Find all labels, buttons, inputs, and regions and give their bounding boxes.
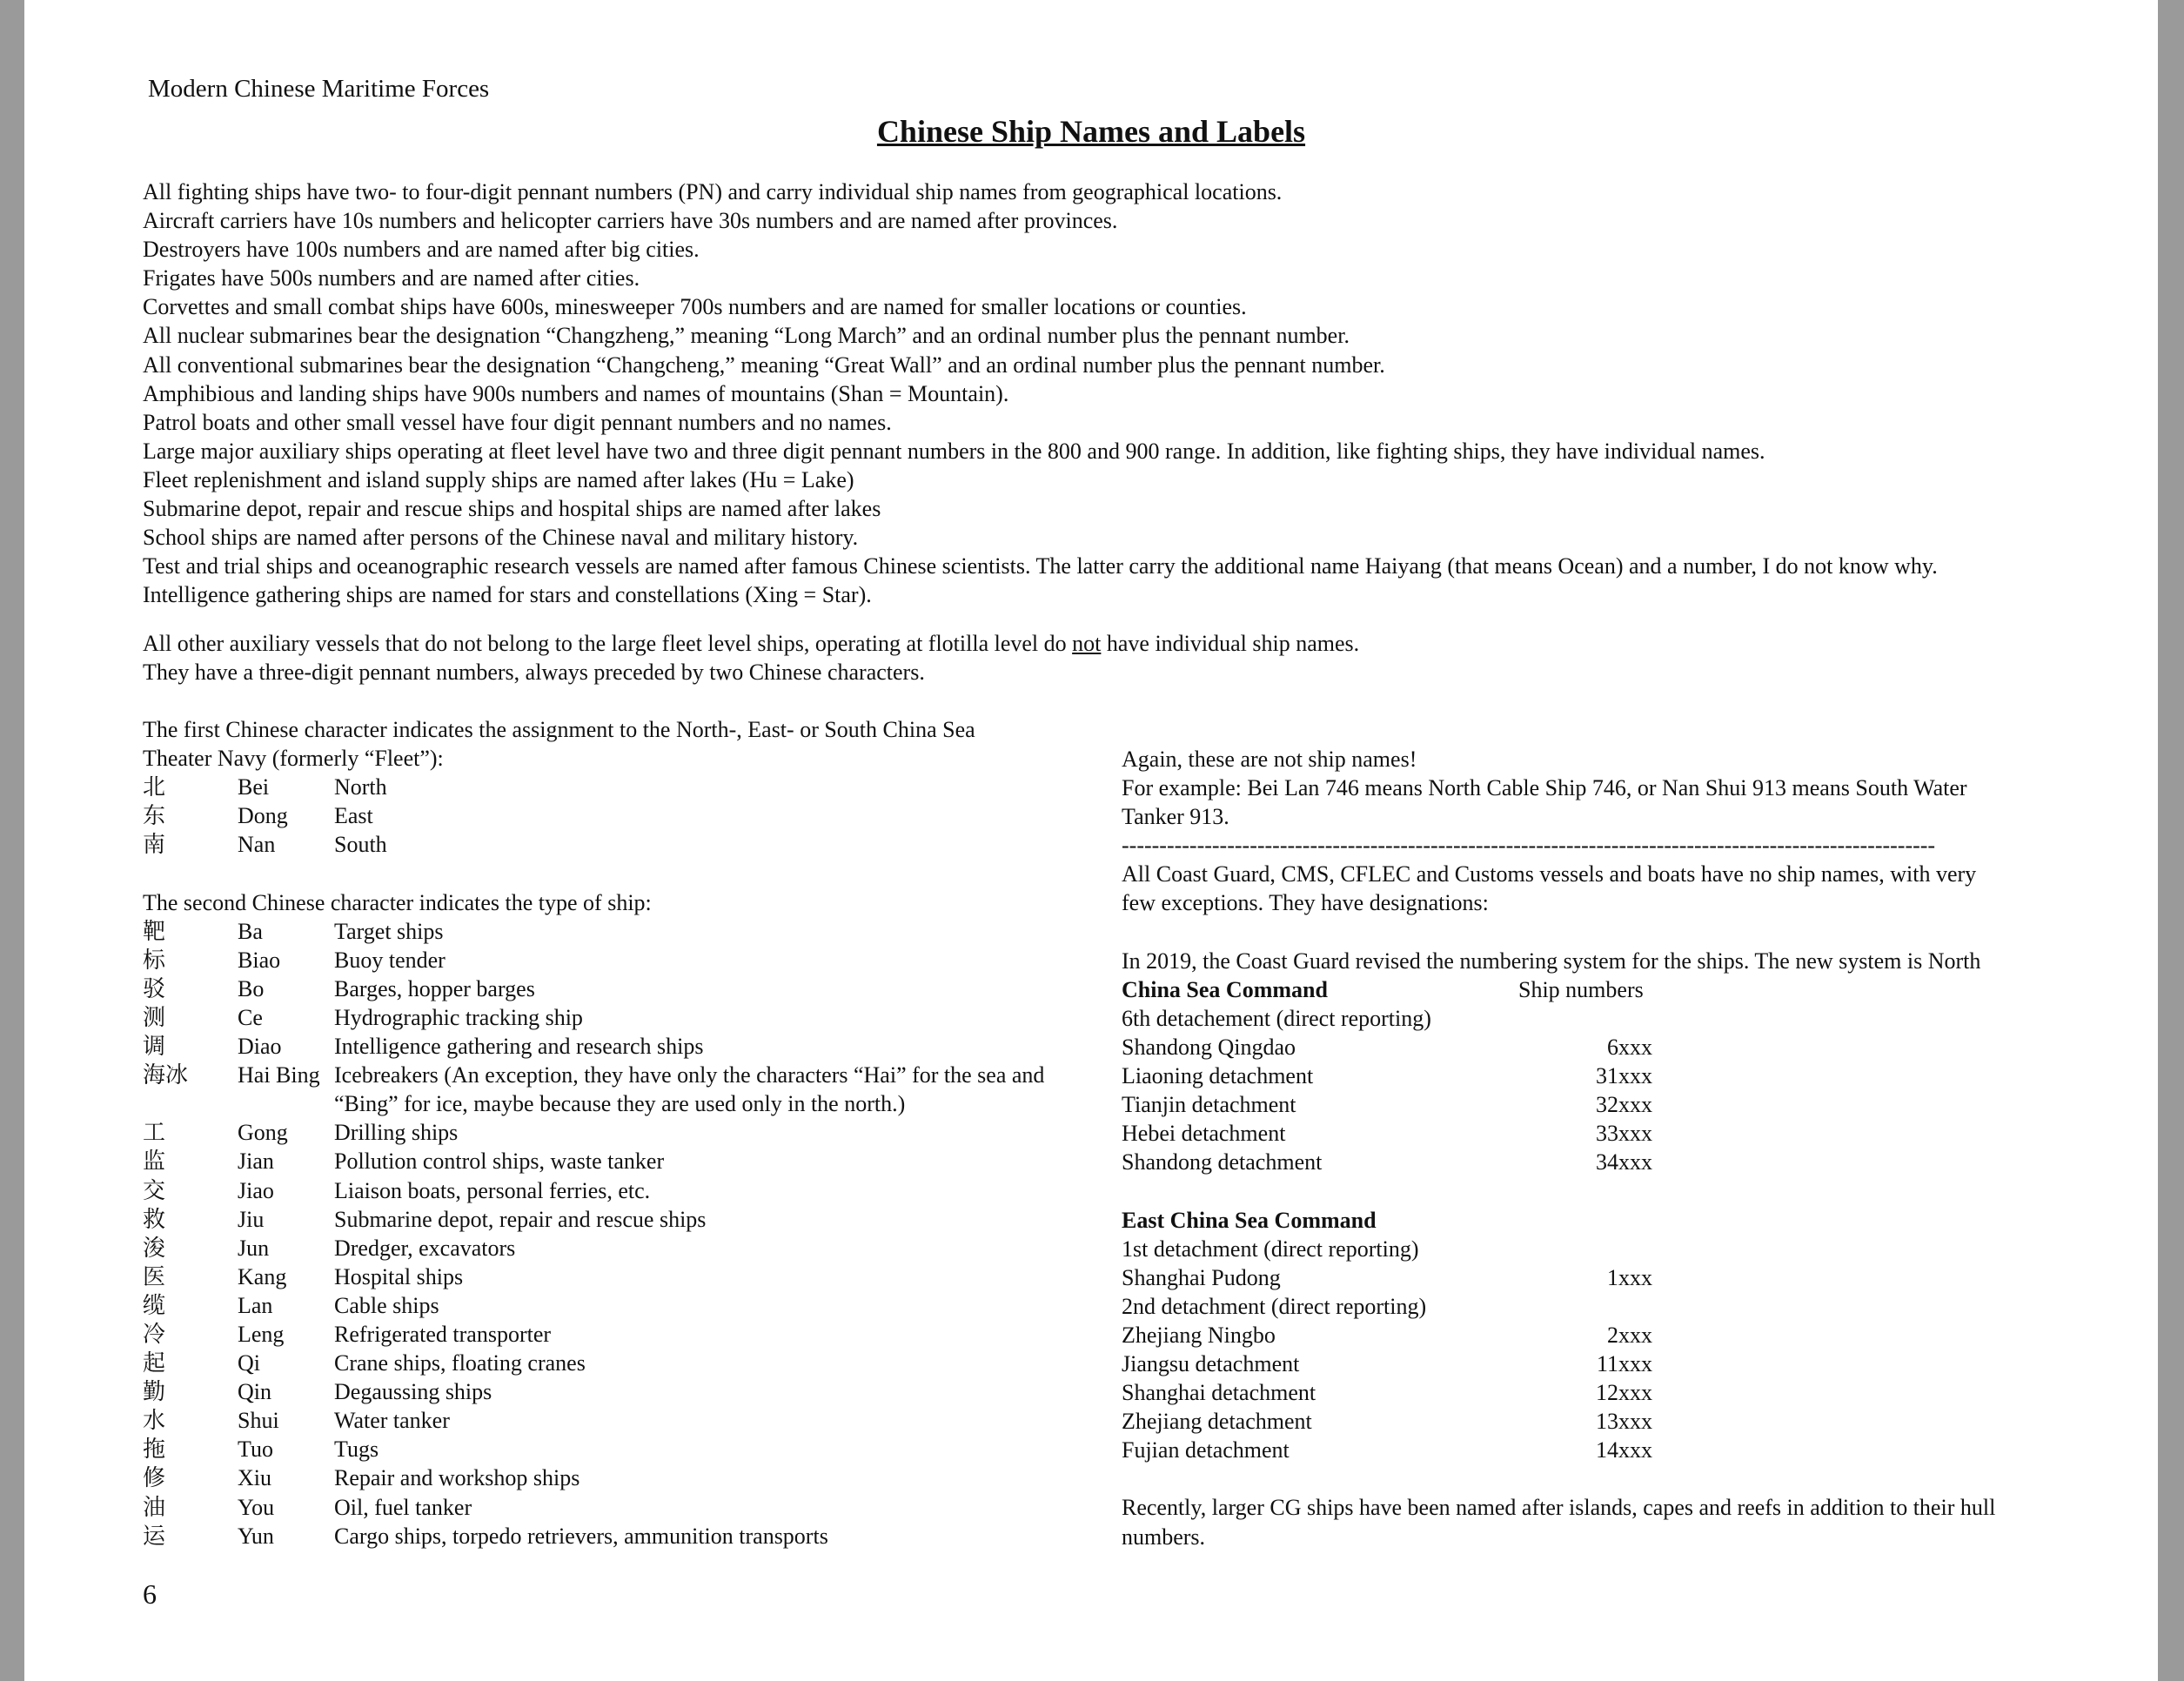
ship-number: 14xxx (1596, 1437, 1652, 1463)
detachment-row (1122, 1004, 2079, 1033)
chinese-character: 起 (143, 1350, 166, 1376)
ship-number: 32xxx (1596, 1092, 1652, 1118)
detachment-row (1122, 1292, 2079, 1321)
ship-type-row (143, 1262, 1082, 1291)
meaning: Tugs (334, 1437, 379, 1463)
intro-paragraph (143, 177, 1938, 609)
romanization: Jun (238, 1235, 270, 1261)
coast-guard-line-1: All Coast Guard, CMS, CFLEC and Customs vessels and boats have no ship names, with very (1122, 861, 1977, 887)
meaning: South (334, 832, 387, 858)
chinese-character: 北 (143, 774, 166, 800)
detachment-name: Shandong Qingdao (1122, 1034, 1296, 1060)
east-command-title: East China Sea Command (1122, 1207, 1377, 1233)
ship-type-row (143, 1522, 1082, 1550)
north-command-header (1122, 975, 2079, 1004)
detachment-name: Shanghai Pudong (1122, 1264, 1281, 1290)
ship-type-row (143, 917, 1082, 946)
intro-line: Patrol boats and other small vessel have four digit pennant numbers and no names. (143, 409, 892, 435)
chinese-character: 交 (143, 1177, 166, 1203)
ship-numbers-header: Ship numbers (1518, 976, 1644, 1002)
intro-line: Frigates have 500s numbers and are named after cities. (143, 265, 640, 291)
meaning: Intelligence gathering and research ships (334, 1034, 704, 1060)
detachment-row (1122, 1235, 2079, 1263)
romanization: Diao (238, 1034, 282, 1060)
document-page (24, 0, 2158, 1681)
again-note: Again, these are not ship names! (1122, 747, 1417, 772)
meaning: Hydrographic tracking ship (334, 1004, 583, 1030)
chinese-character: 浚 (143, 1235, 166, 1261)
ship-number: 2xxx (1607, 1322, 1652, 1348)
left-column (143, 715, 1082, 1550)
meaning: Degaussing ships (334, 1379, 492, 1405)
meaning: Crane ships, floating cranes (334, 1350, 586, 1376)
romanization: Lan (238, 1292, 273, 1318)
intro-line: All fighting ships have two- to four-digit pennant numbers (PN) and carry individual ship names from geographical locations. (143, 179, 1283, 204)
meaning: Dredger, excavators (334, 1235, 516, 1261)
intro-line: Aircraft carriers have 10s numbers and helicopter carriers have 30s numbers and are named after provinces. (143, 208, 1118, 234)
ship-type-list (143, 917, 1082, 1550)
romanization: Shui (238, 1408, 279, 1434)
region-row (143, 773, 1082, 801)
meaning: Oil, fuel tanker (334, 1494, 472, 1520)
romanization: Ce (238, 1004, 263, 1030)
chinese-character: 勤 (143, 1379, 166, 1405)
detachment-name: 6th detachement (direct reporting) (1122, 1005, 1431, 1031)
chinese-character: 东 (143, 803, 166, 829)
romanization: Gong (238, 1120, 288, 1146)
detachment-row (1122, 1148, 2079, 1176)
meaning: Target ships (334, 918, 444, 944)
meaning: Refrigerated transporter (334, 1321, 552, 1347)
intro-line: Submarine depot, repair and rescue ships and hospital ships are named after lakes (143, 496, 881, 522)
detachment-name: Shanghai detachment (1122, 1380, 1316, 1406)
chinese-character: 靶 (143, 918, 166, 944)
page-title: Chinese Ship Names and Labels (876, 114, 1306, 149)
meaning: Buoy tender (334, 947, 446, 973)
ship-type-row (143, 1349, 1082, 1377)
dash-separator: ------------------------------------------------------------------------------------------------------------ (1122, 833, 1936, 859)
region-row (143, 801, 1082, 830)
ship-number: 1xxx (1607, 1264, 1652, 1290)
chinese-character: 调 (143, 1034, 166, 1060)
ship-type-row (143, 974, 1082, 1003)
intro-line: Intelligence gathering ships are named for stars and constellations (Xing = Star). (143, 582, 872, 608)
chinese-character: 拖 (143, 1437, 166, 1463)
detachment-row (1122, 1119, 2079, 1148)
ship-type-row (143, 1493, 1082, 1522)
detachment-name: Zhejiang Ningbo (1122, 1322, 1276, 1348)
chinese-character: 水 (143, 1408, 166, 1434)
ship-type-row (143, 1205, 1082, 1234)
ship-type-row (143, 1377, 1082, 1406)
east-command-table (1122, 1235, 2079, 1465)
first-char-intro-1: The first Chinese character indicates the assignment to the North-, East- or South China Sea (143, 717, 975, 742)
chinese-character: 运 (143, 1523, 166, 1549)
romanization: Xiu (238, 1465, 271, 1491)
chinese-character: 南 (143, 832, 166, 858)
ship-type-row (143, 1320, 1082, 1349)
romanization: Kang (238, 1263, 287, 1289)
intro-line: Test and trial ships and oceanographic research vessels are named after famous Chinese scientists. The latter carry the additional name Haiyang (that means Ocean) and a number, I do not know why. (143, 553, 1938, 579)
detachment-row (1122, 1321, 2079, 1349)
north-command-table (1122, 1004, 2079, 1177)
chinese-character: 油 (143, 1494, 166, 1520)
ship-number: 31xxx (1596, 1063, 1652, 1089)
romanization: Bei (238, 774, 270, 800)
detachment-name: Shandong detachment (1122, 1149, 1323, 1175)
meaning: Pollution control ships, waste tanker (334, 1149, 665, 1175)
intro-line: Amphibious and landing ships have 900s numbers and names of mountains (Shan = Mountain). (143, 380, 1009, 406)
meaning: Liaison boats, personal ferries, etc. (334, 1177, 651, 1203)
chinese-character: 冷 (143, 1321, 166, 1347)
chinese-character: 救 (143, 1206, 166, 1232)
chinese-character: 标 (143, 947, 166, 973)
detachment-row (1122, 1263, 2079, 1292)
detachment-row (1122, 1033, 2079, 1062)
chinese-character: 缆 (143, 1292, 166, 1318)
romanization: Bo (238, 975, 265, 1001)
underlined-not: not (1072, 631, 1102, 656)
ship-number: 33xxx (1596, 1121, 1652, 1147)
ship-number: 12xxx (1596, 1380, 1652, 1406)
romanization: Biao (238, 947, 281, 973)
ship-type-row (143, 1061, 1082, 1118)
ship-type-row (143, 1234, 1082, 1262)
detachment-name: Hebei detachment (1122, 1121, 1286, 1147)
ship-type-row (143, 1406, 1082, 1435)
detachment-name: Tianjin detachment (1122, 1092, 1296, 1118)
right-column (1122, 745, 2079, 1551)
romanization: Jiao (238, 1177, 274, 1203)
ship-number: 11xxx (1596, 1350, 1652, 1376)
meaning: Drilling ships (334, 1120, 459, 1146)
detachment-name: Zhejiang detachment (1122, 1409, 1312, 1435)
romanization: You (238, 1494, 275, 1520)
romanization: Tuo (238, 1437, 273, 1463)
first-char-intro-2: Theater Navy (formerly “Fleet”): (143, 746, 444, 772)
detachment-name: Liaoning detachment (1122, 1063, 1314, 1089)
detachment-name: 1st detachment (direct reporting) (1122, 1236, 1419, 1262)
auxiliary-paragraph (143, 629, 1359, 686)
ship-type-row (143, 1147, 1082, 1175)
romanization: Qin (238, 1379, 271, 1405)
running-header: Modern Chinese Maritime Forces (148, 75, 490, 103)
ship-type-row (143, 1003, 1082, 1032)
romanization: Jian (238, 1149, 274, 1175)
intro-line: School ships are named after persons of the Chinese naval and military history. (143, 525, 859, 551)
meaning: Cable ships (334, 1292, 439, 1318)
coast-guard-line-2: few exceptions. They have designations: (1122, 890, 1489, 916)
romanization: Hai Bing (238, 1062, 320, 1088)
detachment-name: Jiangsu detachment (1122, 1350, 1300, 1376)
ship-type-row (143, 946, 1082, 974)
meaning: Submarine depot, repair and rescue ships (334, 1206, 707, 1232)
romanization: Leng (238, 1321, 285, 1347)
ship-type-row (143, 1176, 1082, 1205)
detachment-row (1122, 1436, 2079, 1464)
ship-number (1518, 1235, 1652, 1263)
romanization: Dong (238, 803, 288, 829)
intro-line: Corvettes and small combat ships have 600s, minesweeper 700s numbers and are named for smaller locations or counties. (143, 294, 1247, 320)
ship-number (1518, 1292, 1652, 1321)
detachment-name: 2nd detachment (direct reporting) (1122, 1293, 1427, 1319)
meaning: Icebreakers (An exception, they have only the characters “Hai” for the sea and “Bing” for ice, maybe because they are used only in the north.) (334, 1062, 1045, 1117)
chinese-character: 监 (143, 1149, 166, 1175)
meaning: North (334, 774, 387, 800)
ship-number: 13xxx (1596, 1409, 1652, 1435)
chinese-character: 海冰 (143, 1062, 189, 1088)
intro-line: All nuclear submarines bear the designation “Changzheng,” meaning “Long March” and an ordinal number plus the pennant number. (143, 323, 1350, 349)
romanization: Ba (238, 918, 263, 944)
detachment-row (1122, 1378, 2079, 1407)
intro-line: All conventional submarines bear the designation “Changcheng,” meaning “Great Wall” and an ordinal number plus the pennant number. (143, 352, 1385, 378)
ship-type-row (143, 1291, 1082, 1320)
aux-line-2: They have a three-digit pennant numbers, always preceded by two Chinese characters. (143, 660, 925, 686)
revised-system-line: In 2019, the Coast Guard revised the numbering system for the ships. The new system is North (1122, 948, 1981, 974)
aux-line-1: All other auxiliary vessels that do not belong to the large fleet level ships, operating at flotilla level do not have individual ship names. (143, 631, 1360, 656)
page-number: 6 (143, 1578, 157, 1610)
region-list (143, 773, 1082, 859)
meaning: Repair and workshop ships (334, 1465, 580, 1491)
detachment-row (1122, 1062, 2079, 1090)
intro-line: Large major auxiliary ships operating at fleet level have two and three digit pennant numbers in the 800 and 900 range. In addition, like fighting ships, they have individual names. (143, 438, 1765, 464)
detachment-row (1122, 1349, 2079, 1378)
intro-line: Fleet replenishment and island supply ships are named after lakes (Hu = Lake) (143, 466, 854, 492)
north-command-title: China Sea Command (1122, 976, 1328, 1002)
meaning: Cargo ships, torpedo retrievers, ammunition transports (334, 1523, 828, 1549)
meaning: Hospital ships (334, 1263, 464, 1289)
ship-type-row (143, 1032, 1082, 1061)
ship-number: 6xxx (1607, 1034, 1652, 1060)
detachment-row (1122, 1407, 2079, 1436)
meaning: Water tanker (334, 1408, 450, 1434)
recent-line-2: numbers. (1122, 1524, 1206, 1550)
meaning: East (334, 803, 373, 829)
romanization: Jiu (238, 1206, 265, 1232)
ship-type-row (143, 1463, 1082, 1492)
detachment-name: Fujian detachment (1122, 1437, 1290, 1463)
chinese-character: 测 (143, 1004, 166, 1030)
detachment-row (1122, 1090, 2079, 1119)
second-char-intro: The second Chinese character indicates the type of ship: (143, 889, 652, 915)
example-line-2: Tanker 913. (1122, 804, 1229, 830)
romanization: Nan (238, 832, 276, 858)
chinese-character: 修 (143, 1465, 166, 1491)
recent-line-1: Recently, larger CG ships have been named after islands, capes and reefs in addition to their hull (1122, 1495, 1996, 1521)
ship-number: 34xxx (1596, 1149, 1652, 1175)
chinese-character: 驳 (143, 975, 166, 1001)
ship-number (1518, 1004, 1652, 1033)
example-line-1: For example: Bei Lan 746 means North Cable Ship 746, or Nan Shui 913 means South Water (1122, 775, 1967, 801)
romanization: Yun (238, 1523, 274, 1549)
meaning: Barges, hopper barges (334, 975, 535, 1001)
ship-type-row (143, 1435, 1082, 1463)
chinese-character: 医 (143, 1263, 166, 1289)
chinese-character: 工 (143, 1120, 166, 1146)
intro-line: Destroyers have 100s numbers and are named after big cities. (143, 237, 700, 263)
ship-type-row (143, 1118, 1082, 1147)
romanization: Qi (238, 1350, 260, 1376)
region-row (143, 830, 1082, 859)
